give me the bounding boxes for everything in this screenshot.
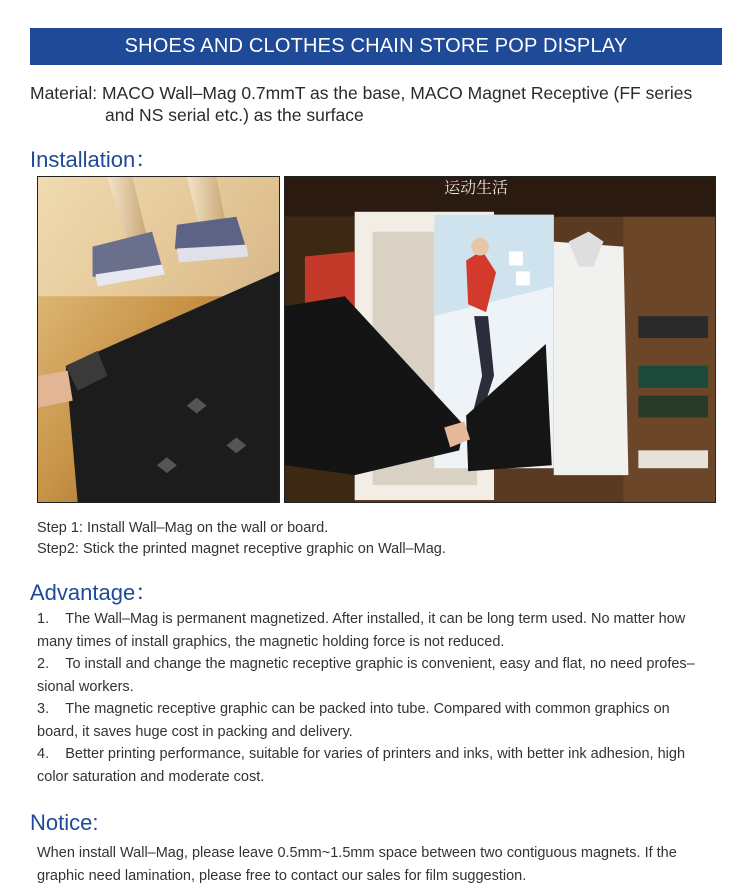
advantage-line: color saturation and moderate cost.: [37, 768, 265, 785]
notice-line-2: graphic need lamination, please free to contact our sales for film suggestion.: [37, 867, 527, 884]
advantage-line: 2. To install and change the magnetic receptive graphic is convenient, easy and flat, no need profes–: [37, 656, 695, 672]
advantage-line: sional workers.: [37, 678, 134, 695]
installation-photo-left: [37, 176, 280, 503]
banner-title: SHOES AND CLOTHES CHAIN STORE POP DISPLAY: [124, 35, 628, 57]
material-description: [30, 82, 730, 126]
advantage-line: board, it saves huge cost in packing and delivery.: [37, 723, 353, 740]
advantage-line: 3. The magnetic receptive graphic can be packed into tube. Compared with common graphics on: [37, 701, 670, 717]
advantage-list: [37, 608, 702, 788]
advantage-line: many times of install graphics, the magnetic holding force is not reduced.: [37, 633, 505, 650]
advantage-line: 1. The Wall–Mag is permanent magnetized. After installed, it can be long term used. No matter how: [37, 611, 686, 627]
store-display-image: [285, 177, 715, 502]
material-line-1: Material: MACO Wall–Mag 0.7mmT as the base, MACO Magnet Receptive (FF series: [30, 83, 693, 103]
advantage-line: 4. Better printing performance, suitable for varies of printers and inks, with better ink adhesion, high: [37, 746, 686, 762]
store-sign-text: 运动生活: [444, 177, 508, 197]
installation-heading: Installation：: [30, 147, 158, 172]
notice-line-1: When install Wall–Mag, please leave 0.5mm~1.5mm space between two contiguous magnets. If the: [37, 845, 677, 861]
sneaker-graphic-image: [38, 177, 279, 502]
step-1: Step 1: Install Wall–Mag on the wall or board.: [37, 520, 329, 536]
step-2: Step2: Stick the printed magnet receptive graphic on Wall–Mag.: [37, 541, 446, 557]
advantage-heading: Advantage：: [30, 580, 158, 605]
installation-photo-right: [284, 176, 716, 503]
notice-heading: Notice:: [30, 810, 99, 835]
installation-steps: [37, 518, 446, 560]
material-line-2: and NS serial etc.) as the surface: [105, 105, 364, 125]
title-banner: [30, 28, 722, 65]
notice-body: [37, 842, 702, 887]
